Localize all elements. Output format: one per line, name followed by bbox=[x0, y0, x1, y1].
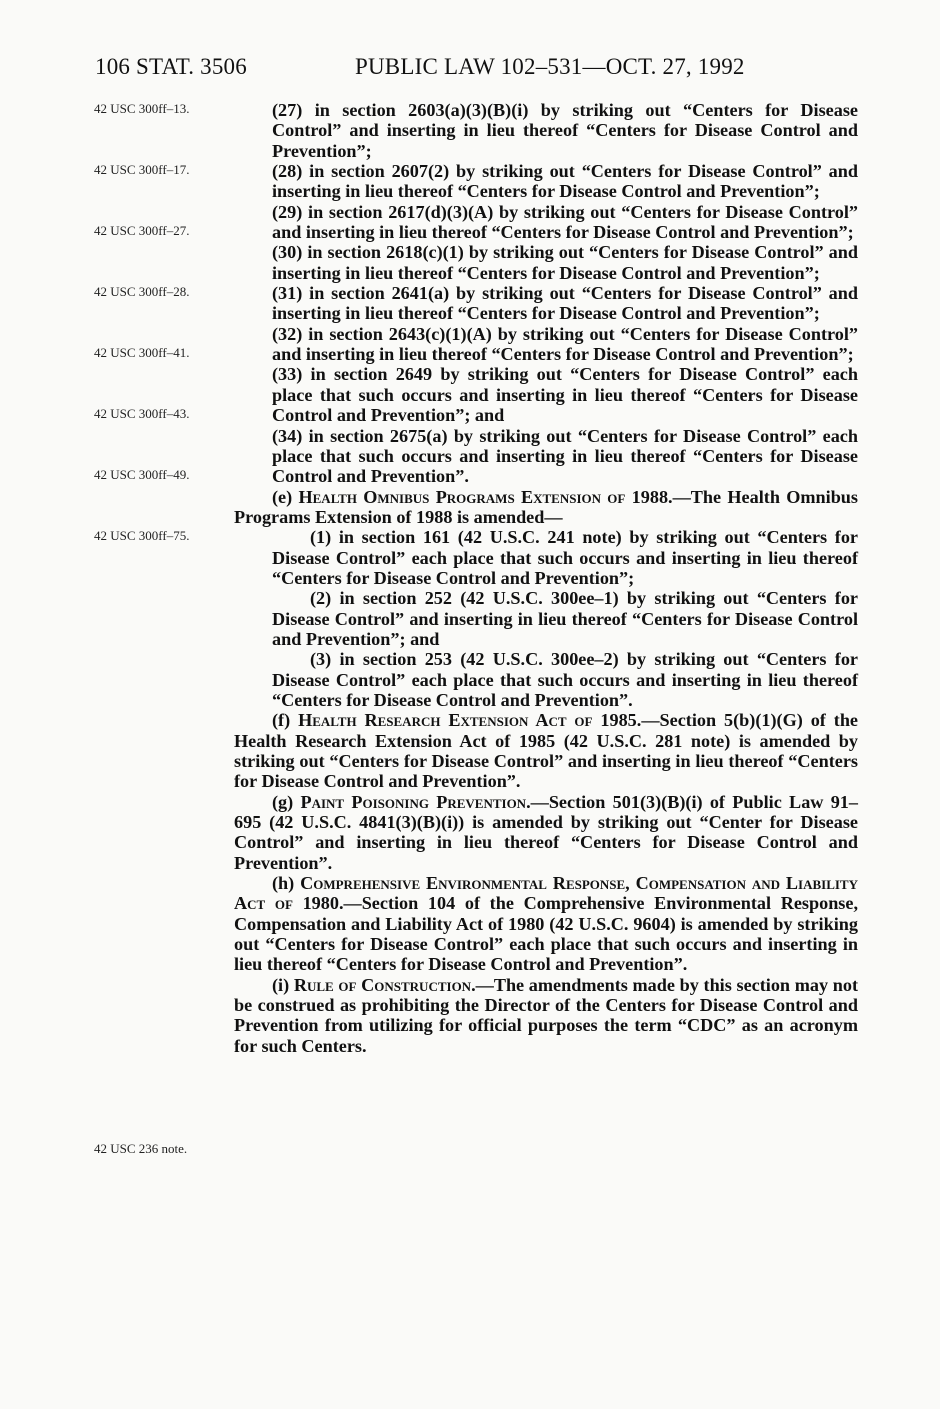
margin-citation: 42 USC 300ff–41. bbox=[94, 345, 190, 360]
section-f-heading: Health Research Extension Act of 1985 bbox=[298, 710, 637, 731]
section-e-item-2: (2) in section 252 (42 U.S.C. 300ee–1) by striking out “Centers for Disease Control” and inserting in lieu thereof “Centers for Disease Control and Prevention”; and bbox=[272, 588, 858, 649]
section-g-label: (g) bbox=[272, 791, 301, 812]
section-f-label: (f) bbox=[272, 710, 299, 731]
margin-citation: 42 USC 300ff–13. bbox=[94, 101, 190, 116]
section-g bbox=[234, 792, 858, 873]
margin-citation: 42 USC 300ff–28. bbox=[94, 284, 190, 299]
margin-citation: 42 USC 300ff–75. bbox=[94, 528, 190, 543]
margin-citation: 42 USC 300ff–49. bbox=[94, 467, 190, 482]
section-e-item-1: (1) in section 161 (42 U.S.C. 241 note) by striking out “Centers for Disease Control” each place that such occurs and inserting in lieu thereof “Centers for Disease Control and Prevention”; bbox=[272, 527, 858, 588]
section-i-label: (i) bbox=[272, 974, 294, 995]
law-body bbox=[234, 100, 858, 1056]
section-e-heading: Health Omnibus Programs Extension of 1988 bbox=[298, 486, 669, 507]
amendment-item-31: (31) in section 2641(a) by striking out “Centers for Disease Control” and inserting in lieu thereof “Centers for Disease Control and Prevention”; bbox=[272, 283, 858, 324]
section-f bbox=[234, 710, 858, 791]
amendment-item-33: (33) in section 2649 by striking out “Centers for Disease Control” each place that such occurs and inserting in lieu thereof “Centers for Disease Control and Prevention”; and bbox=[272, 364, 858, 426]
section-g-heading: Paint Poisoning Prevention bbox=[300, 791, 527, 812]
amendment-item-28: (28) in section 2607(2) by striking out “Centers for Disease Control” and inserting in lieu thereof “Centers for Disease Control and Prevention”; bbox=[272, 161, 858, 202]
section-h-heading: Comprehensive Environmental Response, Compensation and Liability Act of 1980 bbox=[234, 873, 858, 914]
section-h-text: .—Section 104 of the Comprehensive Environmental Response, Compensation and Liability Act of 1980 (42 U.S.C. 9604) is amended by striking out “Centers for Disease Control” each place that such occurs and inserting in lieu thereof “Centers for Disease Control and Prevention”. bbox=[234, 893, 859, 975]
statute-page-reference: 106 STAT. 3506 bbox=[95, 54, 247, 79]
amendment-item-34: (34) in section 2675(a) by striking out “Centers for Disease Control” each place that such occurs and inserting in lieu thereof “Centers for Disease Control and Prevention”. bbox=[272, 425, 858, 487]
section-h bbox=[234, 873, 858, 975]
section-e-label: (e) bbox=[272, 486, 299, 507]
amendment-item-30: (30) in section 2618(c)(1) by striking out “Centers for Disease Control” and inserting in lieu thereof “Centers for Disease Control and Prevention”; bbox=[272, 242, 858, 283]
section-f-text: .—Section 5(b)(1)(G) of the Health Research Extension Act of 1985 (42 U.S.C. 281 note) is amended by striking out “Centers for Disease Control” and inserting in lieu thereof “Centers for Disease Control and Prevention”. bbox=[234, 710, 859, 792]
amendment-item-29: (29) in section 2617(d)(3)(A) by striking out “Centers for Disease Control” and inserting in lieu thereof “Centers for Disease Control and Prevention”; bbox=[272, 201, 858, 243]
margin-citation: 42 USC 300ff–27. bbox=[94, 223, 190, 238]
page-header bbox=[95, 54, 855, 84]
section-i-heading: Rule of Construction bbox=[293, 974, 472, 995]
amendment-item-32: (32) in section 2643(c)(1)(A) by striking out “Centers for Disease Control” and inserting in lieu thereof “Centers for Disease Control and Prevention”; bbox=[272, 323, 858, 365]
section-e-item-3: (3) in section 253 (42 U.S.C. 300ee–2) by striking out “Centers for Disease Control” each place that such occurs and inserting in lieu thereof “Centers for Disease Control and Prevention”. bbox=[272, 649, 858, 710]
section-e-text: .—The Health Omnibus Programs Extension of 1988 is amended— bbox=[234, 486, 858, 527]
amendment-item-27: (27) in section 2603(a)(3)(B)(i) by striking out “Centers for Disease Control” and inserting in lieu thereof “Centers for Disease Control and Prevention”; bbox=[272, 100, 858, 161]
section-e bbox=[234, 487, 858, 528]
section-h-label: (h) bbox=[272, 873, 301, 894]
section-g-text: .—Section 501(3)(B)(i) of Public Law 91–695 (42 U.S.C. 4841(3)(B)(i)) is amended by striking out “Center for Disease Control” and inserting in lieu thereof “Centers for Disease Control and Prevention”. bbox=[234, 791, 858, 873]
section-i-text: .—The amendments made by this section may not be construed as prohibiting the Director of the Centers for Disease Control and Prevention from utilizing for official purposes the term “CDC” as an acronym for such Centers. bbox=[234, 974, 858, 1056]
margin-citation: 42 USC 300ff–17. bbox=[94, 162, 190, 177]
law-title: PUBLIC LAW 102–531—OCT. 27, 1992 bbox=[355, 54, 745, 79]
section-i bbox=[234, 975, 858, 1056]
margin-citation: 42 USC 300ff–43. bbox=[94, 406, 190, 421]
margin-citation: 42 USC 236 note. bbox=[94, 1141, 188, 1156]
